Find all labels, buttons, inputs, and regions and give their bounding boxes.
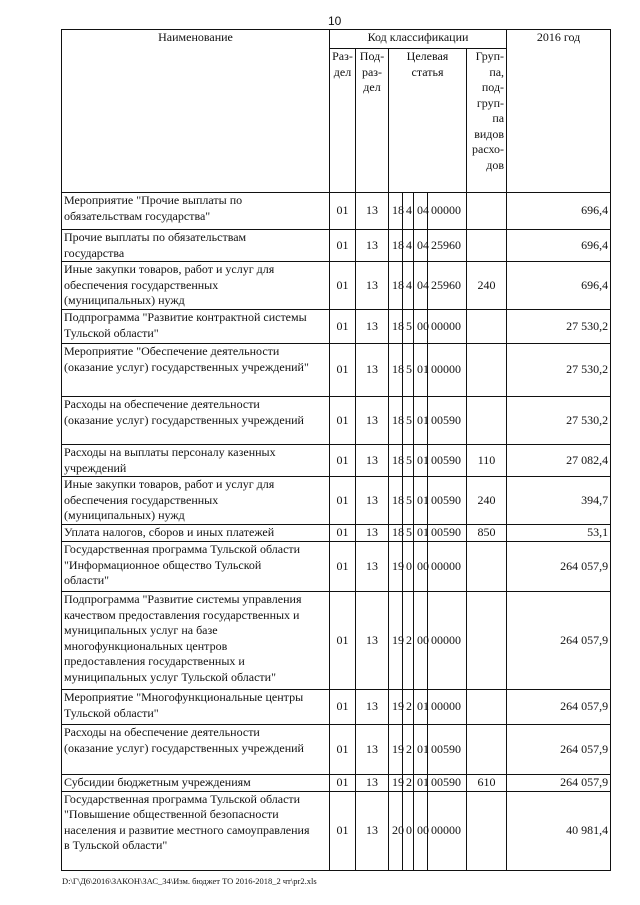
podrazdel-cell: 13 xyxy=(356,592,389,690)
target-event-cell: 00 xyxy=(414,310,428,344)
expense-group-cell xyxy=(467,397,507,445)
target-event-cell: 04 xyxy=(414,193,428,230)
target-event-cell: 01 xyxy=(414,525,428,542)
amount-cell: 40 981,4 xyxy=(507,791,611,870)
target-program-cell: 19 xyxy=(389,592,403,690)
header-podrazdel: Под- раз- дел xyxy=(356,49,389,193)
amount-cell: 394,7 xyxy=(507,477,611,525)
target-program-cell: 19 xyxy=(389,775,403,792)
table-row xyxy=(62,193,611,230)
razdel-cell: 01 xyxy=(330,775,356,792)
target-program-cell: 18 xyxy=(389,344,403,397)
amount-cell: 264 057,9 xyxy=(507,775,611,792)
expense-group-cell: 240 xyxy=(467,262,507,310)
row-name-cell: Субсидии бюджетным учреждениям xyxy=(62,775,330,792)
target-subprogram-cell: 5 xyxy=(403,344,414,397)
target-program-cell: 19 xyxy=(389,542,403,592)
header-target: Целевая статья xyxy=(389,49,467,193)
target-subprogram-cell: 5 xyxy=(403,477,414,525)
row-name-cell: Мероприятие "Обеспечение деятельности (оказание услуг) государственных учреждений" xyxy=(62,344,330,397)
razdel-cell: 01 xyxy=(330,477,356,525)
podrazdel-cell: 13 xyxy=(356,542,389,592)
row-name-cell: Расходы на обеспечение деятельности (оказание услуг) государственных учреждений xyxy=(62,397,330,445)
target-subprogram-cell: 5 xyxy=(403,310,414,344)
row-name-cell: Уплата налогов, сборов и иных платежей xyxy=(62,525,330,542)
row-name-cell: Мероприятие "Многофункциональные центры Тульской области" xyxy=(62,690,330,725)
target-direction-cell: 00590 xyxy=(428,445,467,477)
target-subprogram-cell: 4 xyxy=(403,262,414,310)
header-name: Наименование xyxy=(62,30,330,193)
table-row xyxy=(62,542,611,592)
amount-cell: 696,4 xyxy=(507,262,611,310)
table-row xyxy=(62,397,611,445)
target-direction-cell: 00000 xyxy=(428,791,467,870)
target-event-cell: 04 xyxy=(414,230,428,262)
target-direction-cell: 00590 xyxy=(428,525,467,542)
podrazdel-cell: 13 xyxy=(356,230,389,262)
target-subprogram-cell: 5 xyxy=(403,397,414,445)
budget-table xyxy=(61,29,611,871)
target-event-cell: 01 xyxy=(414,775,428,792)
table-row xyxy=(62,344,611,397)
target-direction-cell: 00000 xyxy=(428,193,467,230)
razdel-cell: 01 xyxy=(330,542,356,592)
amount-cell: 27 530,2 xyxy=(507,344,611,397)
target-program-cell: 19 xyxy=(389,725,403,775)
row-name-cell: Государственная программа Тульской области "Повышение общественной безопасности населения и развитие местного самоуправления в Тульской области" xyxy=(62,791,330,870)
podrazdel-cell: 13 xyxy=(356,344,389,397)
amount-cell: 696,4 xyxy=(507,230,611,262)
expense-group-cell xyxy=(467,230,507,262)
expense-group-cell xyxy=(467,310,507,344)
razdel-cell: 01 xyxy=(330,230,356,262)
target-subprogram-cell: 2 xyxy=(403,725,414,775)
amount-cell: 264 057,9 xyxy=(507,542,611,592)
target-subprogram-cell: 2 xyxy=(403,775,414,792)
target-program-cell: 18 xyxy=(389,525,403,542)
row-name-cell: Иные закупки товаров, работ и услуг для обеспечения государственных (муниципальных) нужд xyxy=(62,477,330,525)
target-direction-cell: 00000 xyxy=(428,690,467,725)
table-row xyxy=(62,592,611,690)
target-subprogram-cell: 4 xyxy=(403,193,414,230)
target-program-cell: 18 xyxy=(389,397,403,445)
podrazdel-cell: 13 xyxy=(356,193,389,230)
row-name-cell: Иные закупки товаров, работ и услуг для обеспечения государственных (муниципальных) нужд xyxy=(62,262,330,310)
target-direction-cell: 00590 xyxy=(428,725,467,775)
podrazdel-cell: 13 xyxy=(356,445,389,477)
target-program-cell: 20 xyxy=(389,791,403,870)
target-event-cell: 01 xyxy=(414,690,428,725)
table-row xyxy=(62,445,611,477)
target-program-cell: 18 xyxy=(389,477,403,525)
target-program-cell: 19 xyxy=(389,690,403,725)
header-code: Код классификации xyxy=(330,30,507,49)
file-path-footer: D:\Г\Д6\2016\ЗАКОН\ЗАС_34\Изм. бюджет ТО 2016-2018_2 чт\pr2.xls xyxy=(62,876,317,886)
expense-group-cell xyxy=(467,791,507,870)
target-subprogram-cell: 0 xyxy=(403,791,414,870)
target-direction-cell: 00000 xyxy=(428,542,467,592)
target-subprogram-cell: 2 xyxy=(403,690,414,725)
amount-cell: 27 530,2 xyxy=(507,397,611,445)
row-name-cell: Мероприятие "Прочие выплаты по обязательствам государства" xyxy=(62,193,330,230)
target-program-cell: 18 xyxy=(389,445,403,477)
table-row xyxy=(62,477,611,525)
podrazdel-cell: 13 xyxy=(356,397,389,445)
razdel-cell: 01 xyxy=(330,262,356,310)
target-subprogram-cell: 2 xyxy=(403,592,414,690)
target-event-cell: 01 xyxy=(414,725,428,775)
podrazdel-cell: 13 xyxy=(356,791,389,870)
podrazdel-cell: 13 xyxy=(356,477,389,525)
expense-group-cell xyxy=(467,592,507,690)
expense-group-cell xyxy=(467,690,507,725)
table-row xyxy=(62,791,611,870)
razdel-cell: 01 xyxy=(330,791,356,870)
target-subprogram-cell: 5 xyxy=(403,445,414,477)
podrazdel-cell: 13 xyxy=(356,775,389,792)
target-direction-cell: 00590 xyxy=(428,397,467,445)
podrazdel-cell: 13 xyxy=(356,310,389,344)
expense-group-cell xyxy=(467,725,507,775)
amount-cell: 696,4 xyxy=(507,193,611,230)
podrazdel-cell: 13 xyxy=(356,725,389,775)
razdel-cell: 01 xyxy=(330,344,356,397)
table-row xyxy=(62,230,611,262)
header-group: Груп- па, под- груп- па видов расхо- дов xyxy=(467,49,507,193)
target-direction-cell: 00000 xyxy=(428,344,467,397)
row-name-cell: Расходы на выплаты персоналу казенных учреждений xyxy=(62,445,330,477)
target-direction-cell: 00590 xyxy=(428,775,467,792)
razdel-cell: 01 xyxy=(330,525,356,542)
amount-cell: 53,1 xyxy=(507,525,611,542)
amount-cell: 27 530,2 xyxy=(507,310,611,344)
podrazdel-cell: 13 xyxy=(356,525,389,542)
razdel-cell: 01 xyxy=(330,193,356,230)
expense-group-cell xyxy=(467,344,507,397)
expense-group-cell xyxy=(467,193,507,230)
target-direction-cell: 25960 xyxy=(428,262,467,310)
table-row xyxy=(62,525,611,542)
row-name-cell: Расходы на обеспечение деятельности (оказание услуг) государственных учреждений xyxy=(62,725,330,775)
row-name-cell: Подпрограмма "Развитие контрактной системы Тульской области" xyxy=(62,310,330,344)
target-event-cell: 04 xyxy=(414,262,428,310)
target-event-cell: 00 xyxy=(414,542,428,592)
target-direction-cell: 00590 xyxy=(428,477,467,525)
razdel-cell: 01 xyxy=(330,592,356,690)
row-name-cell: Прочие выплаты по обязательствам государства xyxy=(62,230,330,262)
razdel-cell: 01 xyxy=(330,725,356,775)
page-number: 10 xyxy=(328,14,342,28)
target-program-cell: 18 xyxy=(389,230,403,262)
table-row xyxy=(62,775,611,792)
table-row xyxy=(62,725,611,775)
amount-cell: 264 057,9 xyxy=(507,592,611,690)
razdel-cell: 01 xyxy=(330,310,356,344)
target-direction-cell: 25960 xyxy=(428,230,467,262)
header-razdel: Раз- дел xyxy=(330,49,356,193)
amount-cell: 264 057,9 xyxy=(507,690,611,725)
row-name-cell: Подпрограмма "Развитие системы управления качеством предоставления государственных и муниципальных услуг на базе многофункциональных центров предоставления государственных и муниципальных услуг Тульской области" xyxy=(62,592,330,690)
table-row xyxy=(62,262,611,310)
target-direction-cell: 00000 xyxy=(428,310,467,344)
amount-cell: 264 057,9 xyxy=(507,725,611,775)
target-event-cell: 01 xyxy=(414,344,428,397)
expense-group-cell: 610 xyxy=(467,775,507,792)
table-row xyxy=(62,690,611,725)
target-event-cell: 00 xyxy=(414,592,428,690)
target-program-cell: 18 xyxy=(389,193,403,230)
row-name-cell: Государственная программа Тульской области "Информационное общество Тульской области" xyxy=(62,542,330,592)
expense-group-cell: 240 xyxy=(467,477,507,525)
expense-group-cell: 850 xyxy=(467,525,507,542)
target-subprogram-cell: 5 xyxy=(403,525,414,542)
target-direction-cell: 00000 xyxy=(428,592,467,690)
razdel-cell: 01 xyxy=(330,690,356,725)
expense-group-cell: 110 xyxy=(467,445,507,477)
podrazdel-cell: 13 xyxy=(356,262,389,310)
target-event-cell: 01 xyxy=(414,397,428,445)
expense-group-cell xyxy=(467,542,507,592)
target-subprogram-cell: 4 xyxy=(403,230,414,262)
target-event-cell: 00 xyxy=(414,791,428,870)
header-year: 2016 год xyxy=(507,30,611,193)
table-row xyxy=(62,310,611,344)
razdel-cell: 01 xyxy=(330,445,356,477)
amount-cell: 27 082,4 xyxy=(507,445,611,477)
target-event-cell: 01 xyxy=(414,445,428,477)
target-event-cell: 01 xyxy=(414,477,428,525)
target-subprogram-cell: 0 xyxy=(403,542,414,592)
podrazdel-cell: 13 xyxy=(356,690,389,725)
razdel-cell: 01 xyxy=(330,397,356,445)
target-program-cell: 18 xyxy=(389,310,403,344)
target-program-cell: 18 xyxy=(389,262,403,310)
